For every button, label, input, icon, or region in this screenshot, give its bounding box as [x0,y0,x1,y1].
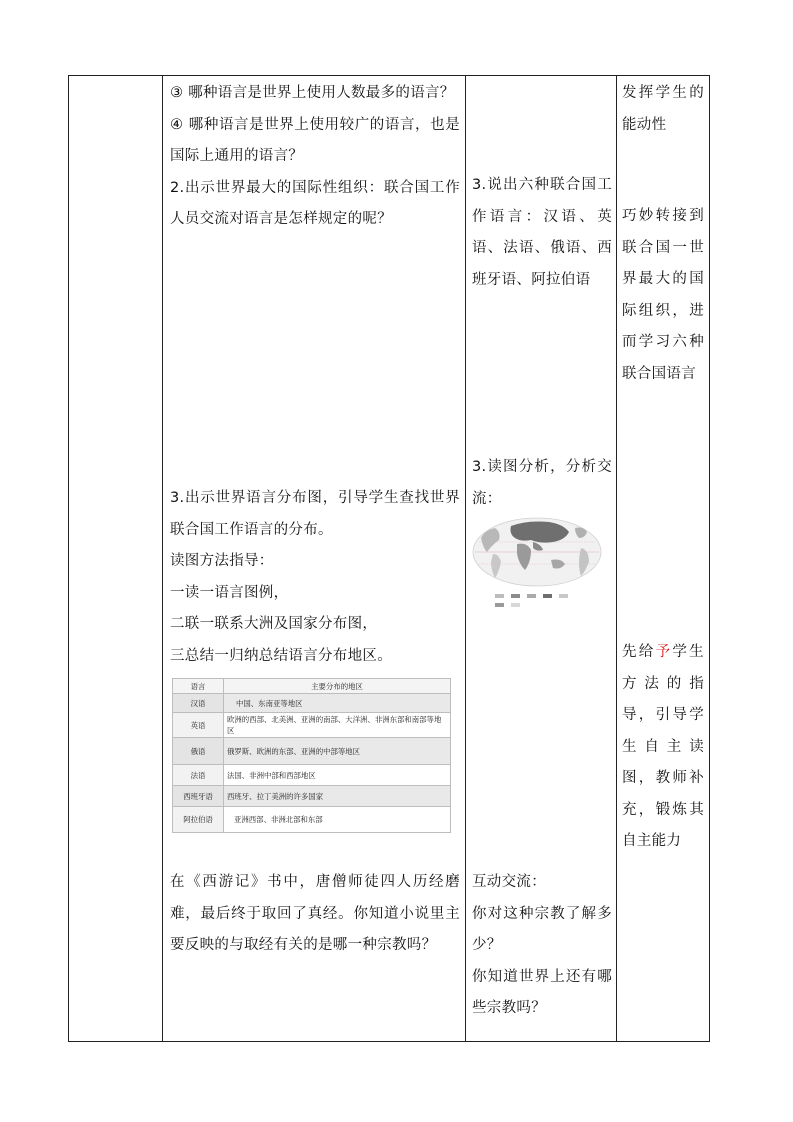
intent-text-pre: 先给 [622,644,656,660]
student-un-languages [472,170,612,296]
table-row [173,786,451,807]
intent-transition-un: 巧妙转接到联合国一世界最大的国际组织，进而学习六种联合国语言 [622,208,704,382]
table-cell-lang: 阿拉伯语 [173,807,224,833]
table-row [173,694,451,713]
table-cell-lang: 俄语 [173,738,224,765]
intent-1 [622,78,704,141]
teacher-story-block [170,867,460,962]
table-cell-region: 中国、东南亚等地区 [224,694,451,713]
table-row [173,807,451,833]
religion-question-a: 你对这种宗教了解多少？ [472,905,612,953]
student-religion-block [472,867,612,1025]
table-header-lang: 语言 [173,679,224,694]
column-divider-1 [162,76,163,1041]
table-cell-lang: 英语 [173,713,224,738]
language-distribution-table [172,678,451,833]
column-divider-3 [616,76,617,1041]
method-title: 读图方法指导： [170,553,274,569]
intent-initiative: 发挥学生的能动性 [622,85,704,133]
table-row [173,713,451,738]
intent-method-guidance [622,637,704,858]
read-map-analysis: 3.读图分析，分析交流： [472,459,612,507]
method-step-1: 一读一语言图例， [170,584,289,601]
table-cell-lang: 西班牙语 [173,786,224,807]
item-3-map: 3.出示世界语言分布图，引导学生查找世界联合国工作语言的分布。 [170,490,460,538]
world-language-map-icon [471,514,603,612]
column-divider-2 [465,76,466,1041]
student-read-map [472,452,612,515]
six-un-languages: 3.说出六种联合国工作语言：汉语、英语、法语、俄语、西班牙语、阿拉伯语 [472,177,612,288]
table-cell-region: 西班牙、拉丁美洲的许多国家 [224,786,451,807]
table-row [173,738,451,765]
intent-3 [622,637,704,858]
table-row [173,765,451,786]
interaction-title: 互动交流： [472,874,546,890]
intent-highlight-char: 予 [655,644,673,660]
table-cell-region: 欧洲的西部、北美洲、亚洲的南部、大洋洲、非洲东部和南部等地区 [224,713,451,738]
religion-question-b: 你知道世界上还有哪些宗教吗？ [472,968,612,1016]
question-3: ③ 哪种语言是世界上使用人数最多的语言？ [170,85,455,101]
method-step-2: 二联一联系大洲及国家分布图， [170,616,378,632]
question-4: ④ 哪种语言是世界上使用较广的语言，也是国际上通用的语言？ [170,116,460,164]
table-header-region: 主要分布的地区 [224,679,451,694]
table-cell-region: 法国、非洲中部和西部地区 [224,765,451,786]
method-step-3: 三总结一归纳总结语言分布地区。 [170,647,392,664]
table-cell-lang: 法语 [173,765,224,786]
journey-west-question: 在《西游记》书中，唐僧师徒四人历经磨难，最后终于取回了真经。你知道小说里主要反映的与取经有关的是哪一种宗教吗？ [170,874,460,953]
table-cell-region: 俄罗斯、欧洲的东部、亚洲的中部等地区 [224,738,451,765]
intent-2 [622,201,704,390]
table-cell-region: 亚洲西部、非洲北部和东部 [224,807,451,833]
teacher-map-block [170,483,460,672]
item-2-un: 2.出示世界最大的国际性组织：联合国工作人员交流对语言是怎样规定的呢？ [170,179,460,227]
table-cell-lang: 汉语 [173,694,224,713]
intent-text-post: 学生方法的指导，引导学生自主读图，教师补充，锻炼其自主能力 [622,644,704,849]
teacher-q3-block [170,78,460,236]
